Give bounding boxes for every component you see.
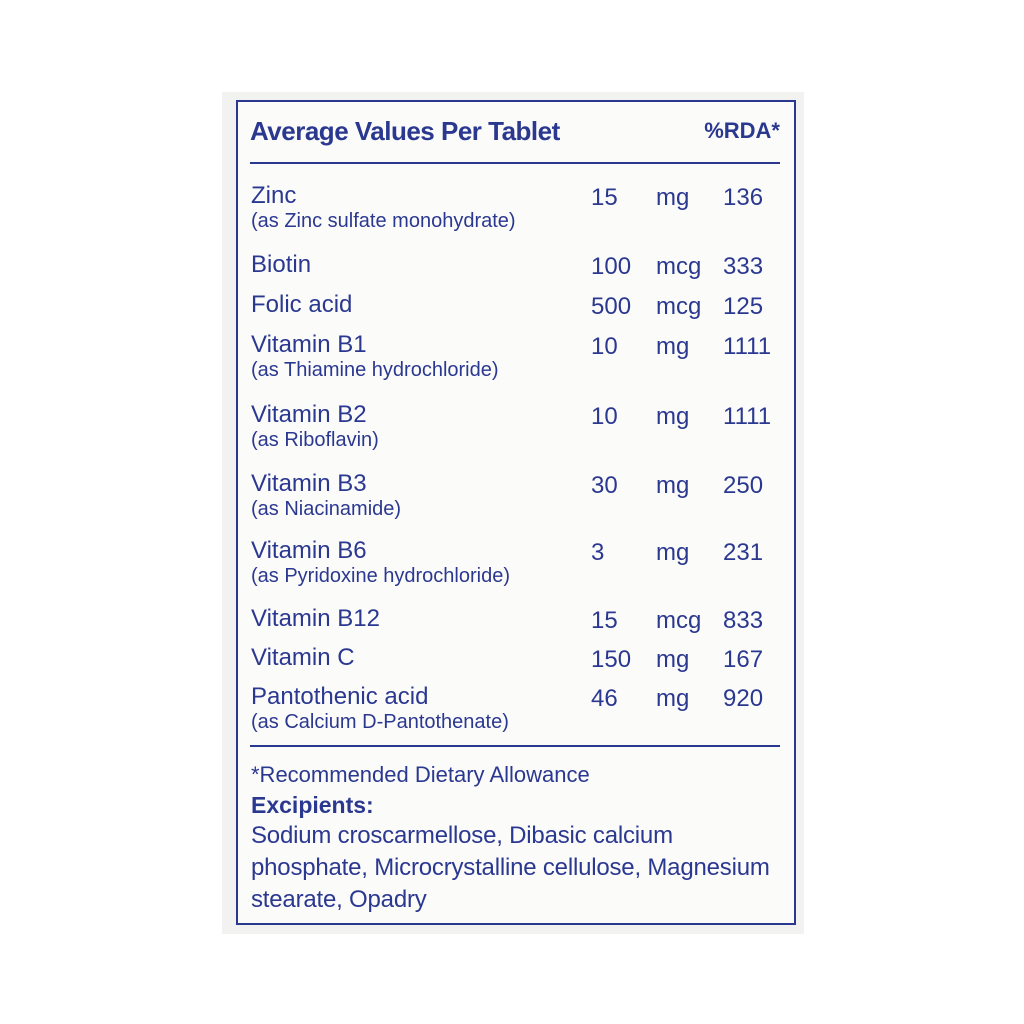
- rda-column-heading: %RDA*: [704, 118, 780, 143]
- table-row: [0, 182, 1024, 242]
- nutrient-unit: mg: [656, 685, 690, 712]
- nutrient-name: Vitamin B6: [251, 537, 367, 564]
- nutrient-amount: 10: [591, 403, 618, 430]
- nutrient-source: (as Pyridoxine hydrochloride): [251, 565, 511, 587]
- nutrient-name: Biotin: [251, 251, 312, 278]
- nutrient-rda: 1111: [723, 403, 772, 430]
- table-row: [0, 401, 1024, 461]
- nutrient-unit: mg: [656, 184, 690, 211]
- nutrient-rda: 1111: [723, 333, 772, 360]
- nutrient-name: Vitamin B12: [251, 605, 380, 632]
- nutrient-rda: 167: [723, 646, 764, 673]
- nutrient-source: (as Zinc sulfate monohydrate): [251, 210, 516, 232]
- nutrient-name: Vitamin B2: [251, 401, 367, 428]
- nutrient-unit: mcg: [656, 253, 702, 280]
- nutrient-amount: 46: [591, 685, 618, 712]
- footer-divider: [250, 745, 780, 747]
- nutrient-name: Pantothenic acid: [251, 683, 429, 710]
- nutrient-name: Folic acid: [251, 291, 353, 318]
- nutrient-amount: 10: [591, 333, 618, 360]
- nutrient-amount: 500: [591, 293, 632, 320]
- table-row: [0, 537, 1024, 597]
- nutrient-rda: 833: [723, 607, 764, 634]
- nutrient-unit: mcg: [656, 607, 702, 634]
- nutrient-name: Vitamin B3: [251, 470, 367, 497]
- excipients-heading: Excipients:: [251, 792, 374, 818]
- table-row: [0, 331, 1024, 391]
- nutrient-unit: mg: [656, 472, 690, 499]
- nutrient-rda: 231: [723, 539, 764, 566]
- panel-title: Average Values Per Tablet: [250, 116, 560, 146]
- nutrient-amount: 30: [591, 472, 618, 499]
- nutrient-rda: 920: [723, 685, 764, 712]
- table-row: [0, 470, 1024, 530]
- nutrient-name: Zinc: [251, 182, 297, 209]
- nutrient-source: (as Calcium D-Pantothenate): [251, 711, 509, 733]
- nutrient-name: Vitamin B1: [251, 331, 367, 358]
- nutrient-amount: 150: [591, 646, 632, 673]
- nutrient-source: (as Thiamine hydrochloride): [251, 359, 499, 381]
- table-row: [0, 683, 1024, 743]
- rda-footnote: *Recommended Dietary Allowance: [251, 762, 590, 787]
- nutrient-amount: 100: [591, 253, 632, 280]
- nutrient-unit: mg: [656, 646, 690, 673]
- nutrient-unit: mg: [656, 333, 690, 360]
- nutrient-rda: 333: [723, 253, 764, 280]
- excipients-list: Sodium croscarmellose, Dibasic calcium phosphate, Microcrystalline cellulose, Magnesium stearate, Opadry: [251, 822, 770, 913]
- nutrient-name: Vitamin C: [251, 644, 355, 671]
- nutrient-rda: 136: [723, 184, 764, 211]
- nutrient-amount: 15: [591, 184, 618, 211]
- nutrient-rda: 250: [723, 472, 764, 499]
- nutrient-source: (as Riboflavin): [251, 429, 379, 451]
- nutrient-unit: mg: [656, 403, 690, 430]
- panel-header: [250, 116, 780, 148]
- nutrient-rda: 125: [723, 293, 764, 320]
- header-divider: [250, 162, 780, 164]
- nutrient-unit: mcg: [656, 293, 702, 320]
- nutrient-amount: 3: [591, 539, 605, 566]
- nutrient-source: (as Niacinamide): [251, 498, 402, 520]
- nutrient-amount: 15: [591, 607, 618, 634]
- nutrient-unit: mg: [656, 539, 690, 566]
